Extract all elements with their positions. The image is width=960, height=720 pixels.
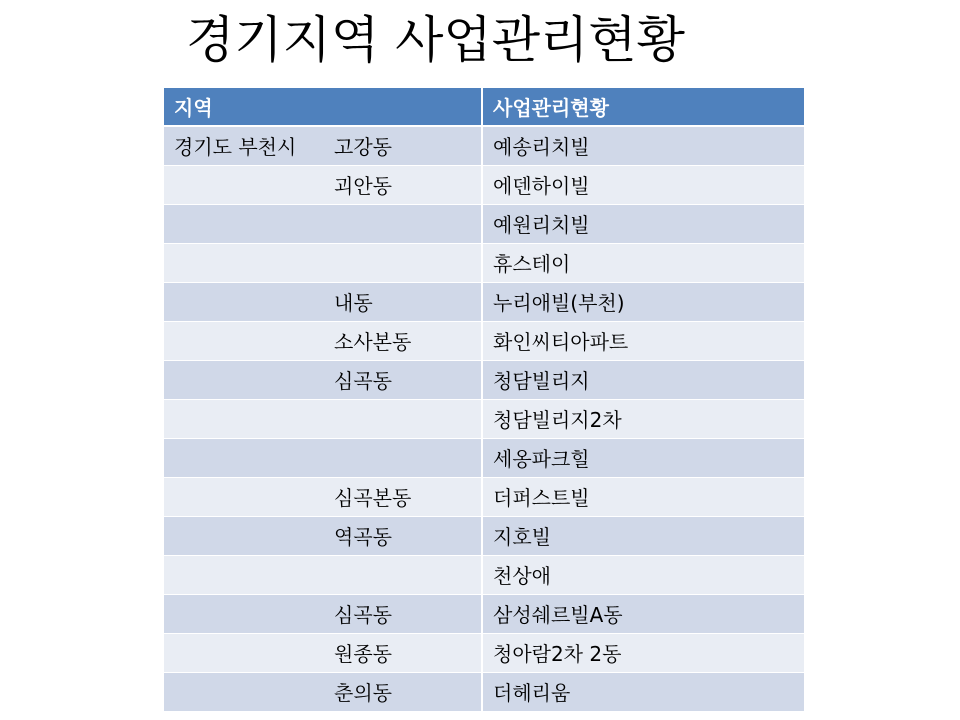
page-title: 경기지역 사업관리현황 bbox=[186, 11, 685, 69]
status-cell: 더퍼스트빌 bbox=[482, 477, 804, 516]
region-cell bbox=[164, 204, 482, 243]
column-header-status: 사업관리현황 bbox=[482, 88, 804, 126]
region-dong: 고강동 bbox=[334, 135, 392, 160]
status-cell: 지호빌 bbox=[482, 516, 804, 555]
region-cell bbox=[164, 633, 482, 672]
status-cell: 화인씨티아파트 bbox=[482, 321, 804, 360]
region-cell bbox=[164, 516, 482, 555]
region-dong: 춘의동 bbox=[334, 681, 392, 705]
table-row bbox=[164, 594, 804, 633]
table-row bbox=[164, 555, 804, 594]
region-cell bbox=[164, 399, 482, 438]
table-row bbox=[164, 477, 804, 516]
status-cell: 세옹파크힐 bbox=[482, 438, 804, 477]
region-dong: 괴안동 bbox=[334, 174, 392, 198]
region-dong: 심곡동 bbox=[334, 369, 392, 393]
region-cell bbox=[164, 477, 482, 516]
status-cell: 휴스테이 bbox=[482, 243, 804, 282]
table-row bbox=[164, 243, 804, 282]
region-cell bbox=[164, 243, 482, 282]
region-cell bbox=[164, 126, 482, 165]
table-header-row bbox=[164, 88, 804, 126]
region-cell bbox=[164, 594, 482, 633]
table-row bbox=[164, 282, 804, 321]
table-row bbox=[164, 438, 804, 477]
region-cell bbox=[164, 438, 482, 477]
table-row bbox=[164, 516, 804, 555]
region-cell bbox=[164, 321, 482, 360]
table-row bbox=[164, 165, 804, 204]
region-dong: 심곡동 bbox=[334, 603, 392, 627]
status-cell: 에덴하이빌 bbox=[482, 165, 804, 204]
table-row bbox=[164, 360, 804, 399]
status-cell: 누리애빌(부천) bbox=[482, 282, 804, 321]
region-cell bbox=[164, 555, 482, 594]
status-cell: 청아람2차 2동 bbox=[482, 633, 804, 672]
status-cell: 더헤리움 bbox=[482, 672, 804, 711]
status-cell: 예송리치빌 bbox=[482, 126, 804, 165]
table-row bbox=[164, 633, 804, 672]
status-cell: 천상애 bbox=[482, 555, 804, 594]
region-dong: 역곡동 bbox=[334, 525, 392, 549]
region-cell bbox=[164, 360, 482, 399]
table-row bbox=[164, 126, 804, 165]
table-row bbox=[164, 321, 804, 360]
status-cell: 청담빌리지 bbox=[482, 360, 804, 399]
table-row bbox=[164, 399, 804, 438]
status-cell: 청담빌리지2차 bbox=[482, 399, 804, 438]
column-header-region: 지역 bbox=[164, 88, 482, 126]
table-row bbox=[164, 204, 804, 243]
region-dong: 소사본동 bbox=[334, 330, 412, 354]
status-cell: 예원리치빌 bbox=[482, 204, 804, 243]
region-cell bbox=[164, 165, 482, 204]
status-cell: 삼성쉐르빌A동 bbox=[482, 594, 804, 633]
region-dong: 내동 bbox=[334, 291, 373, 315]
business-status-table bbox=[164, 88, 804, 712]
table-row bbox=[164, 672, 804, 711]
region-dong: 원종동 bbox=[334, 642, 392, 666]
region-cell bbox=[164, 282, 482, 321]
region-prefix: 경기도 부천시 bbox=[174, 135, 297, 160]
region-cell bbox=[164, 672, 482, 711]
region-dong: 심곡본동 bbox=[334, 486, 412, 510]
